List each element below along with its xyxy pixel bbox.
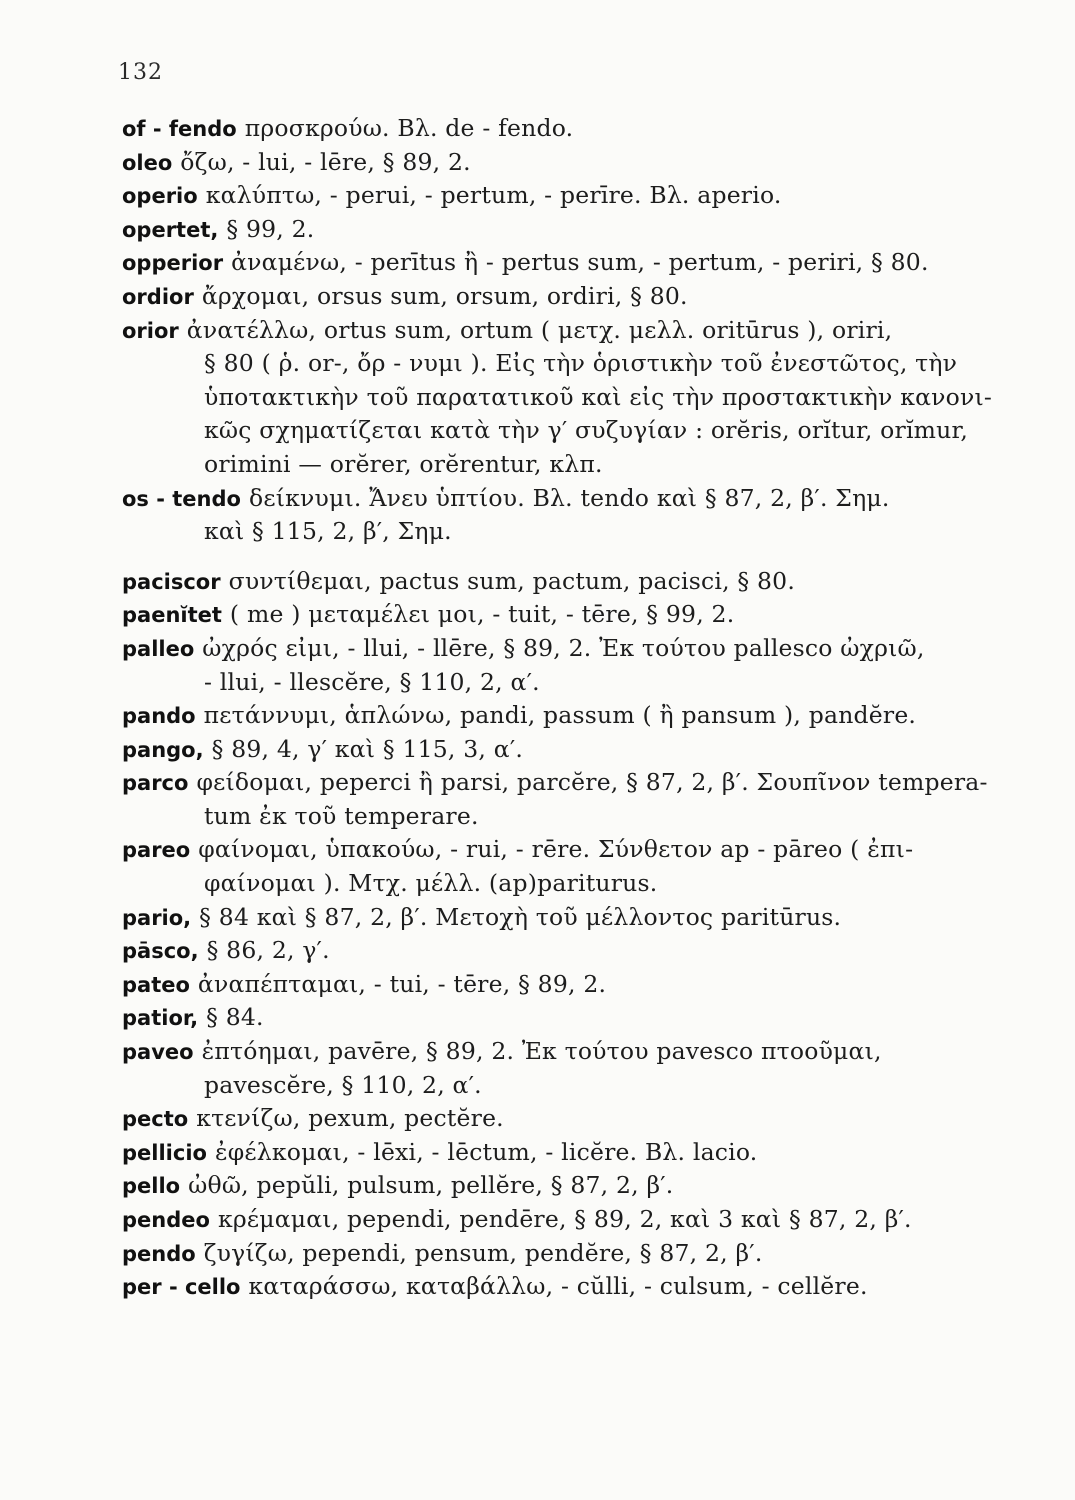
entry-text: ἀναπέπταμαι, - tui, - tēre, § 89, 2.	[197, 969, 607, 998]
dictionary-entry	[122, 1169, 1002, 1203]
entry-headword: paenĭtet	[122, 603, 222, 628]
entry-text: καταράσσω, καταβάλλω, - cŭlli, - culsum, - cellĕre.	[248, 1272, 868, 1301]
dictionary-entry	[122, 934, 1002, 968]
entry-text: ἀνατέλλω, ortus sum, ortum ( μετχ. μελλ. oritūrus ), oriri,	[186, 315, 893, 344]
dictionary-entry	[122, 1136, 1002, 1170]
entry-continuation-line	[122, 867, 1002, 901]
entry-first-line	[122, 246, 1002, 280]
section-gap	[122, 549, 1002, 565]
entry-headword: pello	[122, 1174, 181, 1199]
entry-text: ὄζω, - lui, - lēre, § 89, 2.	[180, 147, 471, 176]
dictionary-entry	[122, 280, 1002, 314]
entry-headword: patior,	[122, 1006, 199, 1031]
dictionary-entry	[122, 1102, 1002, 1136]
entry-first-line	[122, 179, 1002, 213]
entry-text: ὠχρός εἰμι, - llui, - llēre, § 89, 2. Ἐκ τούτου pallesco ὠχριῶ,	[202, 633, 925, 662]
entry-text: συντίθεμαι, pactus sum, pactum, pacisci, § 80.	[228, 566, 796, 595]
entry-headword: os - tendo	[122, 486, 241, 511]
dictionary-entry	[122, 968, 1002, 1002]
entry-text: ἀναμένω, - perītus ἢ - pertus sum, - pertum, - periri, § 80.	[231, 248, 929, 277]
entry-headword: orior	[122, 318, 179, 343]
entry-first-line	[122, 1237, 1002, 1271]
entry-first-line	[122, 280, 1002, 314]
entry-headword: pango,	[122, 737, 204, 762]
entry-first-line	[122, 833, 1002, 867]
dictionary-entry	[122, 598, 1002, 632]
entry-text: πετάννυμι, ἁπλώνω, pandi, passum ( ἢ pansum ), pandĕre.	[203, 701, 917, 730]
entry-continuation-line	[122, 414, 1002, 448]
entry-continuation-line	[122, 666, 1002, 700]
entry-continuation-line	[122, 515, 1002, 549]
entry-continuation-line	[122, 1069, 1002, 1103]
entry-text: κῶς σχηματίζεται κατὰ τὴν γ′ συζυγίαν : orĕris, orĭtur, orĭmur,	[204, 416, 969, 445]
entry-headword: pateo	[122, 972, 190, 997]
entry-first-line	[122, 766, 1002, 800]
entry-first-line	[122, 1270, 1002, 1304]
entry-headword: ordior	[122, 284, 194, 309]
entry-text: ὠθῶ, pepŭli, pulsum, pellĕre, § 87, 2, β′.	[188, 1171, 674, 1200]
entry-text: orimini — orĕrer, orĕrentur, κλπ.	[204, 449, 603, 478]
entry-text: § 84 καὶ § 87, 2, β′. Μετοχὴ τοῦ μέλλοντος paritūrus.	[199, 902, 842, 931]
dictionary-entry	[122, 246, 1002, 280]
entry-first-line	[122, 314, 1002, 348]
entry-text: tum ἐκ τοῦ temperare.	[204, 801, 479, 830]
dictionary-entry	[122, 146, 1002, 180]
entry-first-line	[122, 112, 1002, 146]
entry-text: καὶ § 115, 2, β′, Σημ.	[204, 517, 452, 546]
entry-text: καλύπτω, - perui, - pertum, - perīre. Βλ. aperio.	[205, 181, 782, 210]
entry-text: pavescĕre, § 110, 2, α′.	[204, 1070, 482, 1099]
entry-text: ἐπτόημαι, pavēre, § 89, 2. Ἐκ τούτου pavesco πτοοῦμαι,	[201, 1037, 882, 1066]
dictionary-entry	[122, 833, 1002, 900]
entry-first-line	[122, 1001, 1002, 1035]
entry-first-line	[122, 1102, 1002, 1136]
dictionary-entry	[122, 112, 1002, 146]
entry-first-line	[122, 934, 1002, 968]
dictionary-entry	[122, 1270, 1002, 1304]
entry-first-line	[122, 733, 1002, 767]
entry-headword: of - fendo	[122, 117, 237, 141]
dictionary-entry	[122, 699, 1002, 733]
entry-headword: parco	[122, 771, 189, 796]
entry-text: § 99, 2.	[226, 214, 315, 243]
entry-text: § 80 ( ῥ. or-, ὄρ - νυμι ). Εἰς τὴν ὁριστικὴν τοῦ ἐνεστῶτος, τὴν	[204, 349, 958, 378]
entry-headword: pāsco,	[122, 939, 199, 964]
entry-first-line	[122, 699, 1002, 733]
dictionary-entry	[122, 179, 1002, 213]
entry-headword: paciscor	[122, 569, 221, 594]
entry-first-line	[122, 482, 1002, 516]
entry-text: φαίνομαι, ὑπακούω, - rui, - rēre. Σύνθετον ap - pāreo ( ἐπι-	[198, 835, 914, 864]
entry-headword: operio	[122, 184, 198, 209]
dictionary-entry	[122, 766, 1002, 833]
entry-headword: oleo	[122, 150, 173, 175]
entry-first-line	[122, 1203, 1002, 1237]
entry-text: ζυγίζω, pependi, pensum, pendĕre, § 87, 2, β′.	[203, 1238, 763, 1267]
dictionary-entry	[122, 1237, 1002, 1271]
entry-headword: pendo	[122, 1241, 196, 1266]
entry-text: δείκνυμι. Ἄνευ ὑπτίου. Βλ. tendo καὶ § 87, 2, β′. Σημ.	[248, 483, 890, 512]
dictionary-entry	[122, 314, 1002, 482]
entry-first-line	[122, 1035, 1002, 1069]
entry-headword: pando	[122, 704, 196, 729]
entry-first-line	[122, 968, 1002, 1002]
dictionary-entry	[122, 901, 1002, 935]
entry-continuation-line	[122, 800, 1002, 834]
entry-continuation-line	[122, 347, 1002, 381]
dictionary-entry	[122, 213, 1002, 247]
entry-headword: palleo	[122, 636, 195, 661]
entry-first-line	[122, 632, 1002, 666]
entry-first-line	[122, 146, 1002, 180]
entry-text: - llui, - llescĕre, § 110, 2, α′.	[204, 667, 540, 696]
entry-first-line	[122, 1136, 1002, 1170]
entry-headword: pellicio	[122, 1140, 207, 1165]
page-number: 132	[118, 60, 163, 85]
entry-continuation-line	[122, 381, 1002, 415]
entry-text: § 86, 2, γ′.	[206, 936, 330, 965]
dictionary-entry	[122, 482, 1002, 549]
entry-text: § 89, 4, γ′ καὶ § 115, 3, α′.	[211, 734, 524, 763]
entry-headword: pareo	[122, 838, 191, 863]
entry-text: § 84.	[206, 1003, 264, 1032]
entry-first-line	[122, 565, 1002, 599]
dictionary-entry	[122, 565, 1002, 599]
entry-text: ὑποτακτικὴν τοῦ παρατατικοῦ καὶ εἰς τὴν προστακτικὴν κανονι-	[204, 382, 993, 411]
entry-headword: pario,	[122, 905, 192, 930]
entry-headword: pecto	[122, 1107, 189, 1132]
entry-first-line	[122, 1169, 1002, 1203]
entry-headword: per - cello	[122, 1275, 241, 1300]
dictionary-entry	[122, 1035, 1002, 1102]
entry-continuation-line	[122, 448, 1002, 482]
entry-headword: opertet,	[122, 217, 219, 242]
dictionary-entry	[122, 1001, 1002, 1035]
entry-text: φαίνομαι ). Μτχ. μέλλ. (ap)pariturus.	[204, 869, 658, 898]
entry-first-line	[122, 213, 1002, 247]
entry-first-line	[122, 901, 1002, 935]
entry-headword: pendeo	[122, 1208, 210, 1232]
dictionary-entry	[122, 1203, 1002, 1237]
entry-text: ( me ) μεταμέλει μοι, - tuit, - tēre, § 99, 2.	[229, 600, 735, 629]
dictionary-entry	[122, 733, 1002, 767]
entry-text: ἄρχομαι, orsus sum, orsum, ordiri, § 80.	[201, 281, 688, 310]
entry-text: κτενίζω, pexum, pectĕre.	[196, 1104, 504, 1133]
entry-headword: opperior	[122, 251, 224, 276]
entry-text: ἐφέλκομαι, - lēxi, - lēctum, - licĕre. Βλ. lacio.	[214, 1137, 758, 1166]
entry-headword: paveo	[122, 1040, 194, 1065]
entry-list	[122, 112, 1002, 1304]
entry-text: φείδομαι, peperci ἢ parsi, parcĕre, § 87, 2, β′. Σουπῖνον tempera-	[196, 768, 988, 797]
entry-first-line	[122, 598, 1002, 632]
dictionary-entry	[122, 632, 1002, 699]
entry-text: προσκρούω. Βλ. de - fendo.	[244, 114, 574, 142]
entry-text: κρέμαμαι, pependi, pendēre, § 89, 2, καὶ 3 καὶ § 87, 2, β′.	[217, 1205, 912, 1233]
